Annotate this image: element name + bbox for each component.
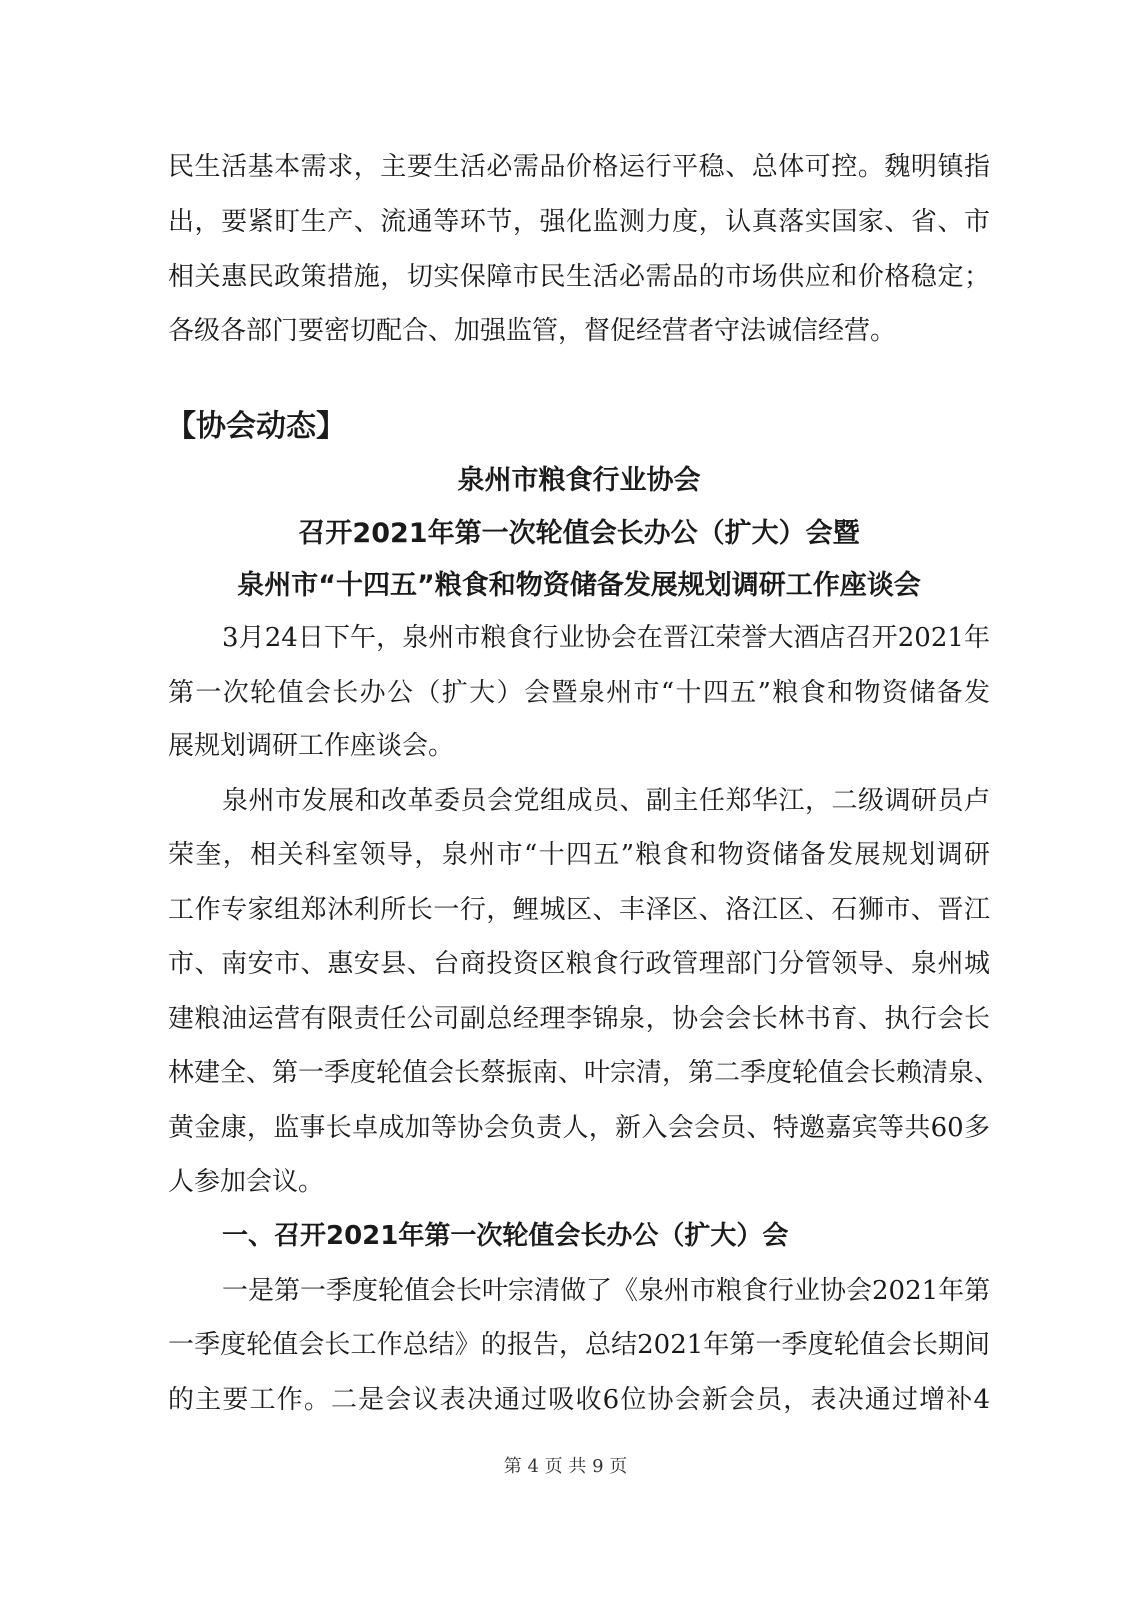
paragraph-line: 一是第一季度轮值会长叶宗清做了《泉州市粮食行业协会2021年第 xyxy=(222,1276,991,1306)
article-title-line: 泉州市粮食行业协会 xyxy=(457,465,701,496)
paragraph-line: 林建全、第一季度轮值会长蔡振南、叶宗清，第二季度轮值会长赖清泉、 xyxy=(168,1058,1001,1088)
intro-line: 民生活基本需求，主要生活必需品价格运行平稳、总体可控。魏明镇指 xyxy=(168,152,990,182)
section-tag: 【协会动态】 xyxy=(166,409,346,444)
paragraph-line: 3月24日下午，泉州市粮食行业协会在晋江荣誉大酒店召开2021年 xyxy=(222,623,990,653)
paragraph-line: 展规划调研工作座谈会。 xyxy=(168,731,455,761)
intro-line: 相关惠民政策措施，切实保障市民生活必需品的市场供应和价格稳定； xyxy=(168,262,990,292)
paragraph-line: 人参加会议。 xyxy=(168,1167,325,1197)
paragraph-line: 一季度轮值会长工作总结》的报告，总结2021年第一季度轮值会长期间 xyxy=(168,1330,990,1360)
page-footer: 第 4 页 共 9 页 xyxy=(503,1456,628,1477)
article-title-line: 泉州市“十四五”粮食和物资储备发展规划调研工作座谈会 xyxy=(237,570,921,601)
article-title-line: 召开2021年第一次轮值会长办公（扩大）会暨 xyxy=(298,518,860,549)
paragraph-line: 工作专家组郑沐利所长一行，鲤城区、丰泽区、洛江区、石狮市、晋江 xyxy=(168,895,990,925)
paragraph-line: 黄金康，监事长卓成加等协会负责人，新入会会员、特邀嘉宾等共60多 xyxy=(168,1113,990,1143)
paragraph-line: 的主要工作。二是会议表决通过吸收6位协会新会员，表决通过增补4 xyxy=(168,1385,990,1415)
subheading: 一、召开2021年第一次轮值会长办公（扩大）会 xyxy=(222,1221,789,1251)
paragraph-line: 建粮油运营有限责任公司副总经理李锦泉，协会会长林书育、执行会长 xyxy=(168,1004,990,1034)
paragraph-line: 泉州市发展和改革委员会党组成员、副主任郑华江，二级调研员卢 xyxy=(222,786,990,816)
paragraph-line: 市、南安市、惠安县、台商投资区粮食行政管理部门分管领导、泉州城 xyxy=(168,949,990,979)
intro-line: 各级各部门要密切配合、加强监管，督促经营者守法诚信经营。 xyxy=(168,316,897,346)
intro-line: 出，要紧盯生产、流通等环节，强化监测力度，认真落实国家、省、市 xyxy=(168,207,990,237)
paragraph-line: 第一次轮值会长办公（扩大）会暨泉州市“十四五”粮食和物资储备发 xyxy=(168,678,990,708)
paragraph-line: 荣奎，相关科室领导，泉州市“十四五”粮食和物资储备发展规划调研 xyxy=(168,840,990,870)
